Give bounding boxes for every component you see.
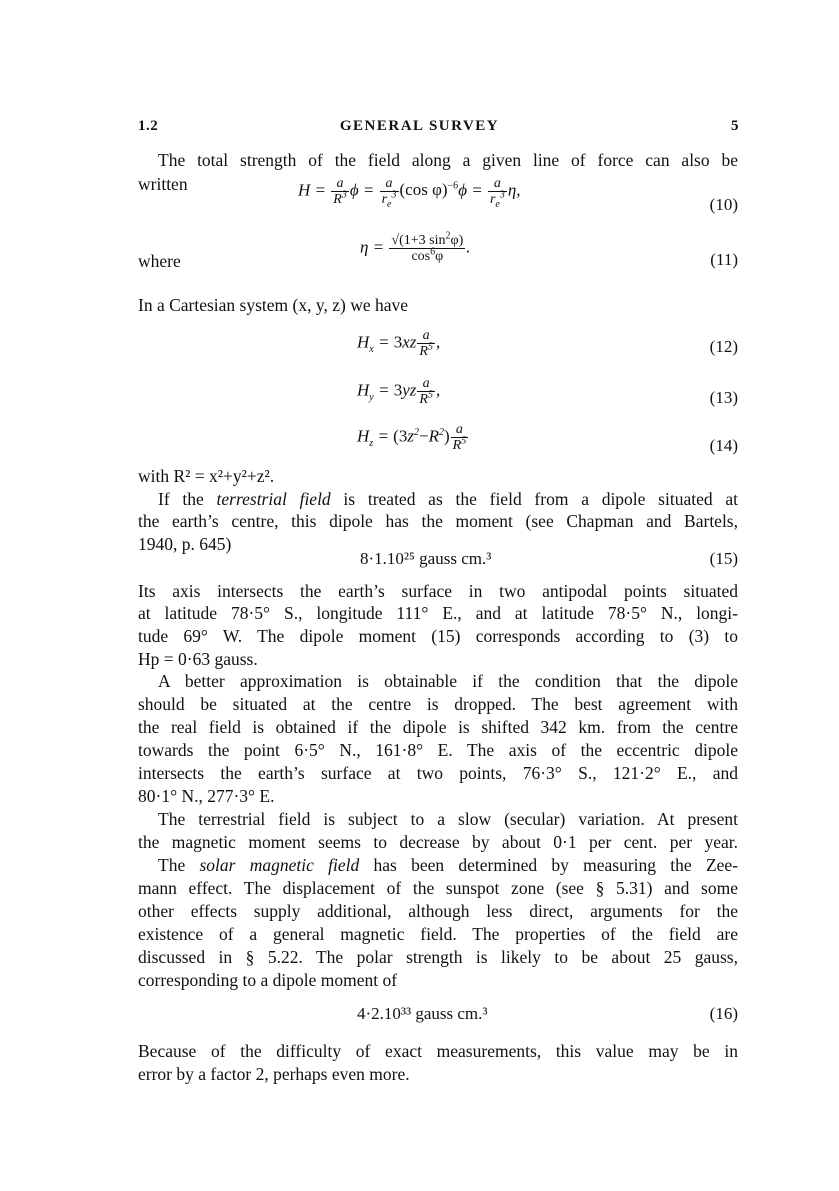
para4-line4: Hp = 0·63 gauss. (138, 649, 258, 669)
para5-line4: towards the point 6·5° N., 161·8° E. The axis of the eccentric dipole (138, 740, 738, 760)
equation-15: 8·1.10²⁵ gauss cm.³ (360, 549, 492, 568)
where-label: where (138, 251, 181, 271)
equation-number-10: (10) (709, 195, 738, 214)
equation-number-16: (16) (709, 1004, 738, 1023)
para2-line1: In a Cartesian system (x, y, z) we have (138, 295, 409, 315)
page-number: 5 (731, 118, 739, 134)
equation-number-11: (11) (710, 250, 738, 269)
equation-10: H = $\frac{a}{R^3}$ ϕ = $\frac{a}{r_e^3}$ (cos φ)$^{-6}$ϕ = $\frac{a}{r_e^3}$ η, (298, 176, 521, 210)
para1-line2: written (138, 174, 188, 194)
para1-line1: The total strength of the field along a given line of force can also be (158, 150, 738, 170)
para6-line2: the magnetic moment seems to decrease by about 0·1 per cent. per year. (138, 832, 738, 852)
para4-line1: Its axis intersects the earth’s surface in two antipodal points situated (138, 581, 738, 601)
para7-line4: existence of a general magnetic field. The properties of the field are (138, 924, 738, 944)
para8-line1: Because of the difficulty of exact measurements, this value may be in (138, 1041, 738, 1061)
equation-14: $H_z = (3z^2-R^2)$ $\frac{a}{R^5}$ (357, 422, 467, 453)
para7-line2: mann effect. The displacement of the sunspot zone (see § 5.31) and some (138, 878, 738, 898)
para7-line5: discussed in § 5.22. The polar strength is likely to be about 25 gauss, (138, 947, 738, 967)
para3-line3: the earth’s centre, this dipole has the moment (see Chapman and Bartels, (138, 511, 738, 531)
equation-12: $H_x = 3xz$ $\frac{a}{R^5}$ , (357, 328, 441, 359)
para3-line1: with R² = x²+y²+z². (138, 466, 275, 486)
para7-line1: The solar magnetic field has been determined by measuring the Zee- (158, 855, 739, 875)
section-number: 1.2 (138, 118, 159, 134)
para5-line3: the real field is obtained if the dipole is shifted 342 km. from the centre (138, 717, 738, 737)
para3-line4: 1940, p. 645) (138, 534, 232, 554)
equation-number-15: (15) (709, 549, 738, 568)
equation-number-12: (12) (709, 337, 738, 356)
equation-number-13: (13) (709, 388, 738, 407)
para4-line2: at latitude 78·5° S., longitude 111° E., and at latitude 78·5° N., longi- (138, 603, 738, 623)
para8-line2: error by a factor 2, perhaps even more. (138, 1064, 410, 1084)
equation-13: $H_y = 3yz$ $\frac{a}{R^5}$ , (357, 376, 441, 407)
para5-line6: 80·1° N., 277·3° E. (138, 786, 275, 806)
equation-number-14: (14) (709, 436, 738, 455)
para7-line6: corresponding to a dipole moment of (138, 970, 398, 990)
equation-16: 4·2.10³³ gauss cm.³ (357, 1004, 488, 1023)
para5-line2: should be situated at the centre is dropped. The best agreement with (138, 694, 738, 714)
para5-line1: A better approximation is obtainable if the condition that the dipole (158, 671, 738, 691)
equation-11: η = $\frac{√(1+3 \sin^2\varphi)}{\cos^6\varphi}$ . (360, 230, 471, 264)
para7-line3: other effects supply additional, although less direct, arguments for the (138, 901, 738, 921)
running-head: GENERAL SURVEY (339, 118, 500, 134)
para3-line2: If the terrestrial field is treated as the field from a dipole situated at (158, 489, 738, 509)
para5-line5: intersects the earth’s surface at two points, 76·3° S., 121·2° E., and (138, 763, 738, 783)
para6-line1: The terrestrial field is subject to a slow (secular) variation. At present (158, 809, 738, 829)
para4-line3: tude 69° W. The dipole moment (15) corresponds according to (3) to (138, 626, 738, 646)
